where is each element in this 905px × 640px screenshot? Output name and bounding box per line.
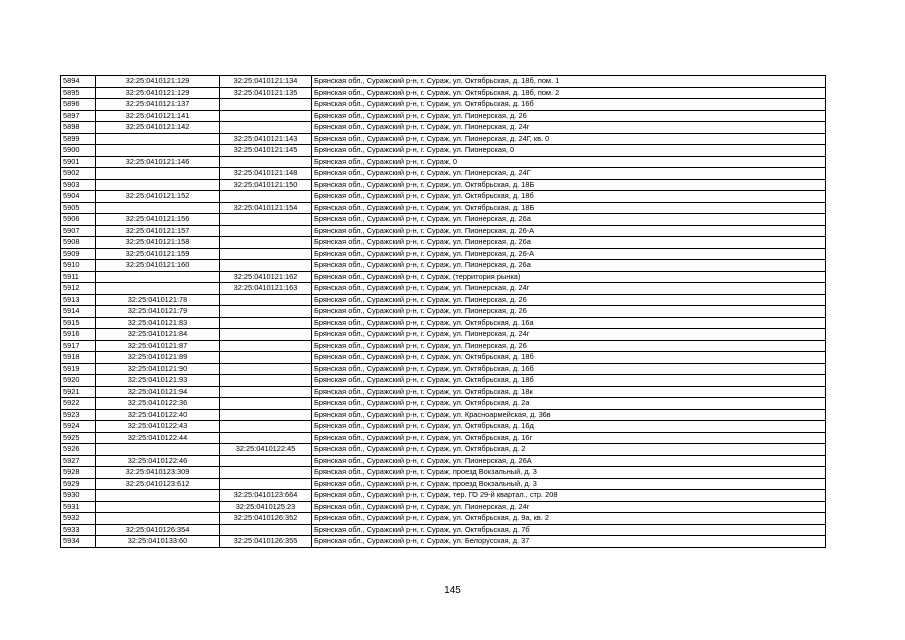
included-object-cadastral-cell: 32:25:0410121:150: [220, 179, 312, 191]
cadastral-number-cell: [96, 133, 220, 145]
table-row: [61, 536, 826, 548]
row-number-cell: 5908: [61, 237, 96, 249]
row-number-cell: 5916: [61, 329, 96, 341]
table-row: [61, 490, 826, 502]
row-number-cell: 5918: [61, 352, 96, 364]
table-row: [61, 294, 826, 306]
row-number-cell: 5909: [61, 248, 96, 260]
included-object-cadastral-cell: [220, 122, 312, 134]
cadastral-number-cell: [96, 501, 220, 513]
row-number-cell: 5923: [61, 409, 96, 421]
page-number: 145: [444, 585, 461, 596]
cadastral-number-cell: [96, 145, 220, 157]
cadastral-number-cell: [96, 444, 220, 456]
row-number-cell: 5910: [61, 260, 96, 272]
included-object-cadastral-cell: 32:25:0410125:23: [220, 501, 312, 513]
table-row: [61, 478, 826, 490]
cadastral-number-cell: 32:25:0410123:612: [96, 478, 220, 490]
row-number-cell: 5927: [61, 455, 96, 467]
cadastral-number-cell: 32:25:0410122:44: [96, 432, 220, 444]
table-row: [61, 283, 826, 295]
address-cell: Брянская обл., Суражский р-н, г. Сураж, ул. Пионерская, д. 26-А: [312, 248, 826, 260]
cadastral-number-cell: 32:25:0410121:142: [96, 122, 220, 134]
address-cell: Брянская обл., Суражский р-н, г. Сураж, ул. Пионерская, д. 26: [312, 340, 826, 352]
address-cell: Брянская обл., Суражский р-н, г. Сураж, ул. Октябрьская, д. 18б: [312, 375, 826, 387]
included-object-cadastral-cell: 32:25:0410122:45: [220, 444, 312, 456]
table-row: [61, 110, 826, 122]
address-cell: Брянская обл., Суражский р-н, г. Сураж, ул. Пионерская, д. 24г: [312, 501, 826, 513]
row-number-cell: 5895: [61, 87, 96, 99]
included-object-cadastral-cell: [220, 191, 312, 203]
registry-table-body: [61, 76, 826, 548]
cadastral-number-cell: [96, 283, 220, 295]
cadastral-number-cell: 32:25:0410121:141: [96, 110, 220, 122]
address-cell: Брянская обл., Суражский р-н, г. Сураж, ул. Октябрьская, д. 18б: [312, 352, 826, 364]
table-row: [61, 271, 826, 283]
address-cell: Брянская обл., Суражский р-н, г. Сураж, ул. Пионерская, д. 26: [312, 110, 826, 122]
address-cell: Брянская обл., Суражский р-н, г. Сураж, проезд Вокзальный, д. 3: [312, 478, 826, 490]
address-cell: Брянская обл., Суражский р-н, г. Сураж, ул. Пионерская, д. 26а: [312, 260, 826, 272]
included-object-cadastral-cell: [220, 386, 312, 398]
included-object-cadastral-cell: 32:25:0410126:355: [220, 536, 312, 548]
included-object-cadastral-cell: 32:25:0410121:154: [220, 202, 312, 214]
row-number-cell: 5914: [61, 306, 96, 318]
table-row: [61, 467, 826, 479]
included-object-cadastral-cell: [220, 214, 312, 226]
address-cell: Брянская обл., Суражский р-н, г. Сураж, ул. Октябрьская, д. 2: [312, 444, 826, 456]
row-number-cell: 5904: [61, 191, 96, 203]
cadastral-number-cell: 32:25:0410123:309: [96, 467, 220, 479]
table-row: [61, 513, 826, 525]
row-number-cell: 5922: [61, 398, 96, 410]
table-row: [61, 409, 826, 421]
address-cell: Брянская обл., Суражский р-н, г. Сураж, ул. Пионерская, д. 24г: [312, 122, 826, 134]
included-object-cadastral-cell: [220, 156, 312, 168]
cadastral-number-cell: 32:25:0410121:156: [96, 214, 220, 226]
address-cell: Брянская обл., Суражский р-н, г. Сураж, ул. Пионерская, д. 24г: [312, 283, 826, 295]
cadastral-number-cell: [96, 513, 220, 525]
table-row: [61, 133, 826, 145]
address-cell: Брянская обл., Суражский р-н, г. Сураж, ул. Пионерская, 0: [312, 145, 826, 157]
table-row: [61, 386, 826, 398]
row-number-cell: 5928: [61, 467, 96, 479]
cadastral-number-cell: [96, 179, 220, 191]
cadastral-number-cell: 32:25:0410121:93: [96, 375, 220, 387]
included-object-cadastral-cell: [220, 110, 312, 122]
row-number-cell: 5915: [61, 317, 96, 329]
row-number-cell: 5925: [61, 432, 96, 444]
cadastral-number-cell: 32:25:0410126:354: [96, 524, 220, 536]
included-object-cadastral-cell: [220, 99, 312, 111]
row-number-cell: 5920: [61, 375, 96, 387]
included-object-cadastral-cell: 32:25:0410121:162: [220, 271, 312, 283]
cadastral-number-cell: 32:25:0410121:160: [96, 260, 220, 272]
table-row: [61, 156, 826, 168]
row-number-cell: 5931: [61, 501, 96, 513]
table-row: [61, 352, 826, 364]
included-object-cadastral-cell: 32:25:0410123:664: [220, 490, 312, 502]
included-object-cadastral-cell: [220, 306, 312, 318]
address-cell: Брянская обл., Суражский р-н, г. Сураж, ул. Октябрьская, д. 18б: [312, 191, 826, 203]
row-number-cell: 5897: [61, 110, 96, 122]
cadastral-number-cell: 32:25:0410121:84: [96, 329, 220, 341]
address-cell: Брянская обл., Суражский р-н, г. Сураж, ул. Октябрьская, д. 18б, пом. 2: [312, 87, 826, 99]
row-number-cell: 5898: [61, 122, 96, 134]
cadastral-number-cell: [96, 490, 220, 502]
cadastral-number-cell: 32:25:0410121:79: [96, 306, 220, 318]
table-row: [61, 363, 826, 375]
cadastral-number-cell: 32:25:0410122:43: [96, 421, 220, 433]
included-object-cadastral-cell: [220, 432, 312, 444]
row-number-cell: 5911: [61, 271, 96, 283]
table-row: [61, 76, 826, 88]
address-cell: Брянская обл., Суражский р-н, г. Сураж, ул. Пионерская, д. 24Г: [312, 168, 826, 180]
row-number-cell: 5905: [61, 202, 96, 214]
cadastral-number-cell: 32:25:0410121:146: [96, 156, 220, 168]
row-number-cell: 5917: [61, 340, 96, 352]
address-cell: Брянская обл., Суражский р-н, г. Сураж, ул. Пионерская, д. 26А: [312, 455, 826, 467]
address-cell: Брянская обл., Суражский р-н, г. Сураж, ул. Октябрьская, д. 7б: [312, 524, 826, 536]
table-row: [61, 432, 826, 444]
row-number-cell: 5902: [61, 168, 96, 180]
table-row: [61, 375, 826, 387]
row-number-cell: 5901: [61, 156, 96, 168]
cadastral-number-cell: 32:25:0410121:129: [96, 76, 220, 88]
included-object-cadastral-cell: 32:25:0410121:163: [220, 283, 312, 295]
included-object-cadastral-cell: 32:25:0410121:145: [220, 145, 312, 157]
row-number-cell: 5929: [61, 478, 96, 490]
included-object-cadastral-cell: [220, 329, 312, 341]
address-cell: Брянская обл., Суражский р-н, г. Сураж, ул. Октябрьская, д. 2а: [312, 398, 826, 410]
row-number-cell: 5932: [61, 513, 96, 525]
row-number-cell: 5912: [61, 283, 96, 295]
address-cell: Брянская обл., Суражский р-н, г. Сураж, ул. Октябрьская, д. 16д: [312, 421, 826, 433]
cadastral-number-cell: 32:25:0410121:90: [96, 363, 220, 375]
row-number-cell: 5900: [61, 145, 96, 157]
row-number-cell: 5907: [61, 225, 96, 237]
table-row: [61, 179, 826, 191]
included-object-cadastral-cell: [220, 409, 312, 421]
included-object-cadastral-cell: [220, 294, 312, 306]
table-row: [61, 398, 826, 410]
cadastral-number-cell: 32:25:0410122:36: [96, 398, 220, 410]
cadastral-number-cell: 32:25:0410121:83: [96, 317, 220, 329]
address-cell: Брянская обл., Суражский р-н, г. Сураж, ул. Пионерская, д. 26: [312, 294, 826, 306]
included-object-cadastral-cell: 32:25:0410126:352: [220, 513, 312, 525]
address-cell: Брянская обл., Суражский р-н, г. Сураж, ул. Пионерская, д. 24Г, кв. 0: [312, 133, 826, 145]
address-cell: Брянская обл., Суражский р-н, г. Сураж, ул. Октябрьская, д. 9а, кв. 2: [312, 513, 826, 525]
table-row: [61, 202, 826, 214]
included-object-cadastral-cell: [220, 340, 312, 352]
cadastral-number-cell: [96, 168, 220, 180]
cadastral-number-cell: 32:25:0410121:94: [96, 386, 220, 398]
included-object-cadastral-cell: [220, 225, 312, 237]
table-row: [61, 225, 826, 237]
address-cell: Брянская обл., Суражский р-н, г. Сураж, ул. Октябрьская, д. 18Б: [312, 202, 826, 214]
address-cell: Брянская обл., Суражский р-н, г. Сураж, ул. Белорусская, д. 37: [312, 536, 826, 548]
address-cell: Брянская обл., Суражский р-н, г. Сураж, 0: [312, 156, 826, 168]
table-row: [61, 168, 826, 180]
address-cell: Брянская обл., Суражский р-н, г. Сураж, ул. Пионерская, д. 26а: [312, 237, 826, 249]
included-object-cadastral-cell: [220, 421, 312, 433]
cadastral-number-cell: 32:25:0410121:129: [96, 87, 220, 99]
row-number-cell: 5899: [61, 133, 96, 145]
included-object-cadastral-cell: 32:25:0410121:134: [220, 76, 312, 88]
included-object-cadastral-cell: [220, 363, 312, 375]
address-cell: Брянская обл., Суражский р-н, г. Сураж, ул. Пионерская, д. 26-А: [312, 225, 826, 237]
address-cell: Брянская обл., Суражский р-н, г. Сураж, ул. Октябрьская, д. 16б: [312, 363, 826, 375]
address-cell: Брянская обл., Суражский р-н, г. Сураж, ул. Октябрьская, д. 16г: [312, 432, 826, 444]
address-cell: Брянская обл., Суражский р-н, г. Сураж, ул. Октябрьская, д. 16б: [312, 99, 826, 111]
address-cell: Брянская обл., Суражский р-н, г. Сураж, ул. Октябрьская, д. 18б, пом. 1: [312, 76, 826, 88]
included-object-cadastral-cell: [220, 237, 312, 249]
table-row: [61, 248, 826, 260]
cadastral-number-cell: 32:25:0410121:152: [96, 191, 220, 203]
table-row: [61, 145, 826, 157]
table-row: [61, 191, 826, 203]
row-number-cell: 5934: [61, 536, 96, 548]
table-row: [61, 214, 826, 226]
cadastral-number-cell: 32:25:0410122:46: [96, 455, 220, 467]
property-registry-table: [60, 75, 826, 548]
included-object-cadastral-cell: 32:25:0410121:143: [220, 133, 312, 145]
table-row: [61, 237, 826, 249]
included-object-cadastral-cell: [220, 317, 312, 329]
table-row: [61, 260, 826, 272]
address-cell: Брянская обл., Суражский р-н, г. Сураж, ул. Пионерская, д. 24г: [312, 329, 826, 341]
address-cell: Брянская обл., Суражский р-н, г. Сураж, ул. Октябрьская, д. 18Б: [312, 179, 826, 191]
cadastral-number-cell: 32:25:0410121:137: [96, 99, 220, 111]
row-number-cell: 5896: [61, 99, 96, 111]
cadastral-number-cell: 32:25:0410121:89: [96, 352, 220, 364]
table-row: [61, 317, 826, 329]
table-row: [61, 421, 826, 433]
address-cell: Брянская обл., Суражский р-н, г. Сураж, ул. Пионерская, д. 26а: [312, 214, 826, 226]
cadastral-number-cell: 32:25:0410121:87: [96, 340, 220, 352]
included-object-cadastral-cell: [220, 524, 312, 536]
cadastral-number-cell: 32:25:0410121:78: [96, 294, 220, 306]
included-object-cadastral-cell: [220, 352, 312, 364]
cadastral-number-cell: 32:25:0410122:40: [96, 409, 220, 421]
table-row: [61, 501, 826, 513]
table-row: [61, 122, 826, 134]
table-row: [61, 455, 826, 467]
included-object-cadastral-cell: [220, 398, 312, 410]
cadastral-number-cell: 32:25:0410121:158: [96, 237, 220, 249]
included-object-cadastral-cell: [220, 478, 312, 490]
table-row: [61, 99, 826, 111]
address-cell: Брянская обл., Суражский р-н, г. Сураж, ул. Пионерская, д. 26: [312, 306, 826, 318]
row-number-cell: 5926: [61, 444, 96, 456]
included-object-cadastral-cell: [220, 467, 312, 479]
included-object-cadastral-cell: [220, 455, 312, 467]
row-number-cell: 5906: [61, 214, 96, 226]
row-number-cell: 5933: [61, 524, 96, 536]
row-number-cell: 5903: [61, 179, 96, 191]
address-cell: Брянская обл., Суражский р-н, г. Сураж, проезд Вокзальный, д. 3: [312, 467, 826, 479]
address-cell: Брянская обл., Суражский р-н, г. Сураж, тер. ГО 29-й квартал., стр. 208: [312, 490, 826, 502]
table-row: [61, 444, 826, 456]
included-object-cadastral-cell: [220, 248, 312, 260]
address-cell: Брянская обл., Суражский р-н, г. Сураж, ул. Октябрьская, д. 18к: [312, 386, 826, 398]
cadastral-number-cell: 32:25:0410121:157: [96, 225, 220, 237]
row-number-cell: 5919: [61, 363, 96, 375]
cadastral-number-cell: [96, 271, 220, 283]
table-row: [61, 524, 826, 536]
cadastral-number-cell: [96, 202, 220, 214]
cadastral-number-cell: 32:25:0410121:159: [96, 248, 220, 260]
row-number-cell: 5913: [61, 294, 96, 306]
row-number-cell: 5930: [61, 490, 96, 502]
table-row: [61, 340, 826, 352]
cadastral-number-cell: 32:25:0410133:60: [96, 536, 220, 548]
address-cell: Брянская обл., Суражский р-н, г. Сураж, ул. Красноармейская, д. 36в: [312, 409, 826, 421]
included-object-cadastral-cell: [220, 260, 312, 272]
table-row: [61, 306, 826, 318]
address-cell: Брянская обл., Суражский р-н, г. Сураж, (территория рынка): [312, 271, 826, 283]
table-row: [61, 87, 826, 99]
table-row: [61, 329, 826, 341]
included-object-cadastral-cell: 32:25:0410121:148: [220, 168, 312, 180]
row-number-cell: 5894: [61, 76, 96, 88]
row-number-cell: 5924: [61, 421, 96, 433]
address-cell: Брянская обл., Суражский р-н, г. Сураж, ул. Октябрьская, д. 16а: [312, 317, 826, 329]
included-object-cadastral-cell: [220, 375, 312, 387]
included-object-cadastral-cell: 32:25:0410121:135: [220, 87, 312, 99]
row-number-cell: 5921: [61, 386, 96, 398]
